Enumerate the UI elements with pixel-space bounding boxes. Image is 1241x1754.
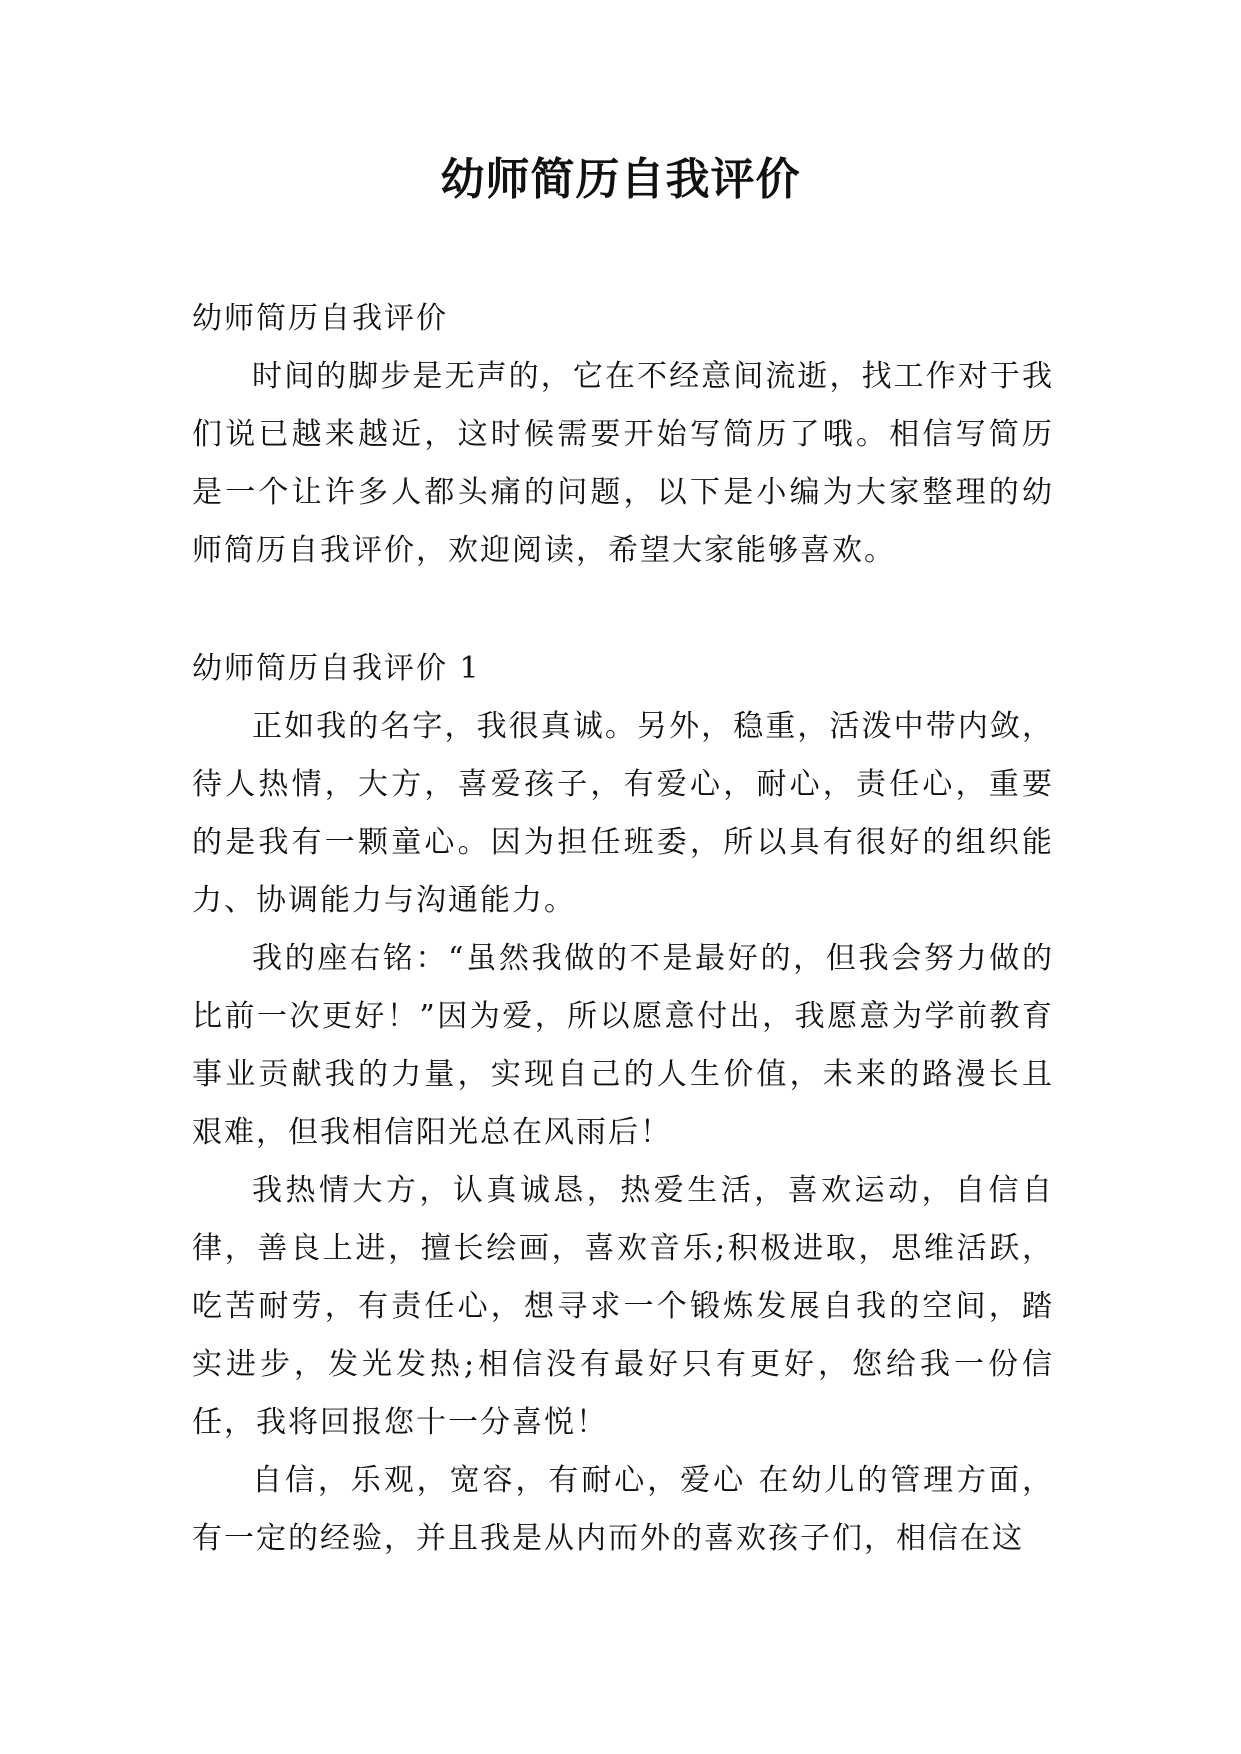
section-heading: 幼师简历自我评价 1 [192, 651, 481, 686]
intro-paragraph: 时间的脚步是无声的，它在不经意间流逝，找工作对于我们说已越来越近，这时候需要开始写简历了哦。相信写简历是一个让许多人都头痛的问题，以下是小编为大家整理的幼师简历自我评价，欢迎阅读，希望大家能够喜欢。 [192, 359, 1054, 568]
paragraph-4: 自信，乐观，宽容，有耐心，爱心 在幼儿的管理方面，有一定的经验，并且我是从内而外的喜欢孩子们，相信在这 [192, 1463, 1054, 1556]
section-spacer [192, 580, 1054, 640]
paragraph-1: 正如我的名字，我很真诚。另外，稳重，活泼中带内敛，待人热情，大方，喜爱孩子，有爱心，耐心，责任心，重要的是我有一颗童心。因为担任班委，所以具有很好的组织能力、协调能力与沟通能力。 [192, 709, 1054, 918]
paragraph-3: 我热情大方，认真诚恳，热爱生活，喜欢运动，自信自律，善良上进，擅长绘画，喜欢音乐;积极进取，思维活跃，吃苦耐劳，有责任心，想寻求一个锻炼发展自我的空间，踏实进步，发光发热;相信没有最好只有更好，您给我一份信任，我将回报您十一分喜悦！ [192, 1173, 1054, 1440]
document-body [192, 290, 1054, 1568]
intro-heading: 幼师简历自我评价 [192, 301, 448, 336]
paragraph-2: 我的座右铭：“虽然我做的不是最好的，但我会努力做的比前一次更好！”因为爱，所以愿意付出，我愿意为学前教育事业贡献我的力量，实现自己的人生价值，未来的路漫长且艰难，但我相信阳光总在风雨后！ [192, 941, 1054, 1150]
document-title: 幼师简历自我评价 [440, 154, 801, 205]
